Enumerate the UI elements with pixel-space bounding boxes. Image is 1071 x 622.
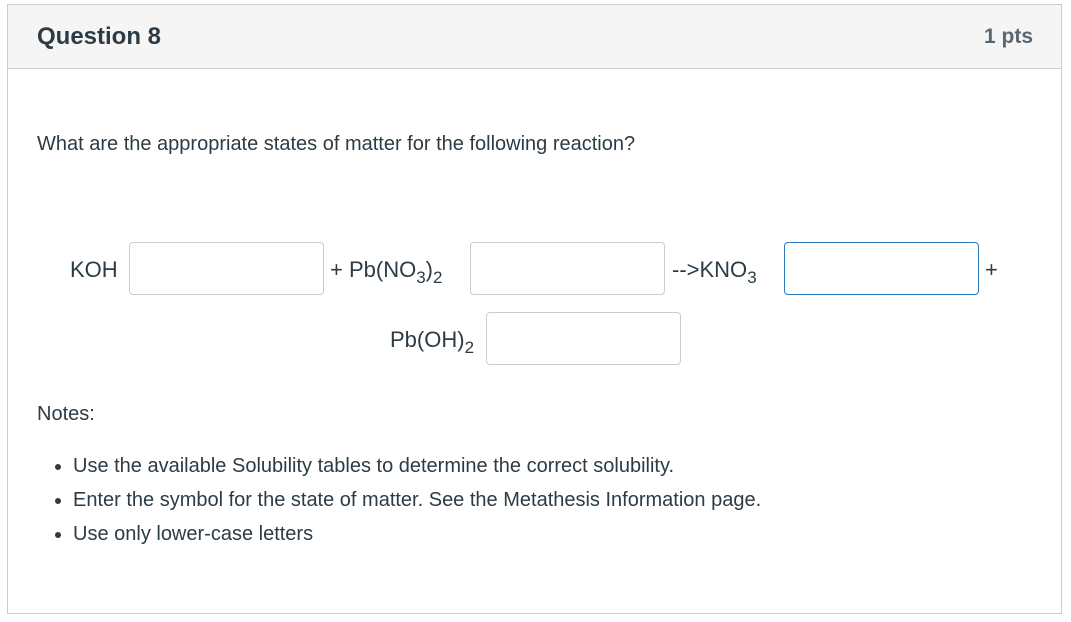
notes-list: [37, 449, 761, 551]
question-header: [8, 5, 1061, 69]
formula-pboh2: $Pb(OH)_2$: [390, 327, 475, 357]
koh-state-input[interactable]: [129, 242, 324, 295]
pboh2-state-input[interactable]: [486, 312, 681, 365]
list-item: • Use only lower-case letters: [73, 517, 761, 551]
formula-pbno3: + $Pb(NO_3)_2$: [330, 257, 443, 287]
question-title: Question 8: [37, 22, 162, 50]
pbno3-state-input[interactable]: [470, 242, 665, 295]
list-item: • Enter the symbol for the state of matter. See the Metathesis Information page.: [73, 483, 761, 517]
notes-label: Notes:: [37, 403, 95, 425]
question-prompt: What are the appropriate states of matter for the following reaction?: [37, 133, 636, 155]
plus-sign: +: [985, 257, 998, 282]
question-card: [7, 4, 1062, 614]
kno3-state-input[interactable]: [784, 242, 979, 295]
formula-kno3: $-->KNO_3$: [672, 257, 757, 287]
formula-koh: KOH: [70, 257, 118, 282]
list-item: • Use the available Solubility tables to determine the correct solubility.: [73, 449, 761, 483]
question-points: 1 pts: [983, 24, 1033, 48]
